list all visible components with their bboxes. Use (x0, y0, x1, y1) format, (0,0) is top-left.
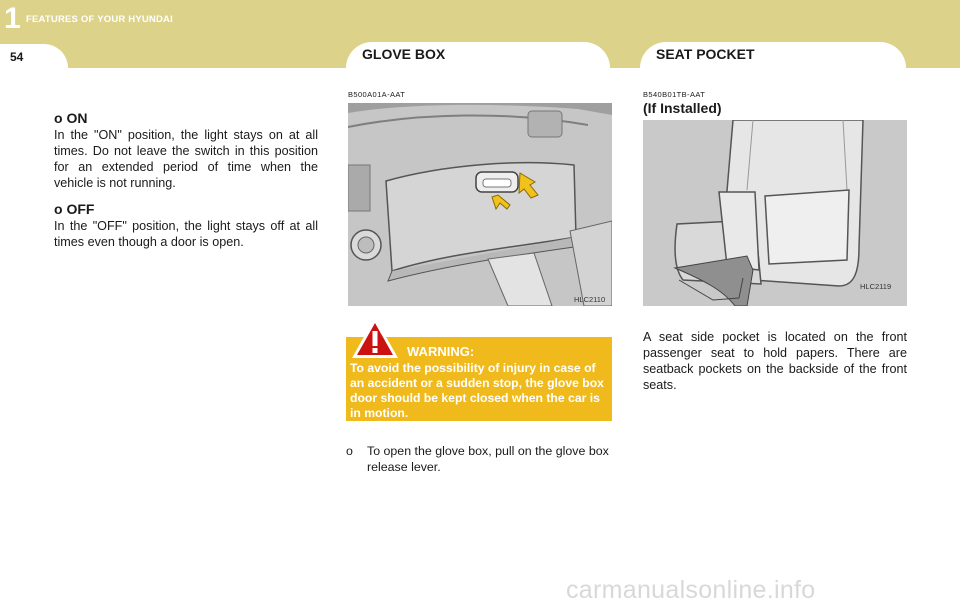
glove-box-tab (346, 42, 610, 68)
off-text: In the "OFF" position, the light stays off at all times even though a door is open. (54, 219, 318, 249)
off-heading: o OFF (54, 201, 95, 217)
watermark: carmanualsonline.info (566, 576, 816, 604)
warning-text: To avoid the possibility of injury in case of an accident or a sudden stop, the glove box door should be kept closed when the car is in motion. (350, 361, 604, 420)
seat-pocket-illustration (643, 120, 907, 306)
seat-pocket-code: B540B01TB-AAT (643, 90, 706, 99)
glove-box-code: B500A01A-AAT (348, 90, 406, 99)
glove-box-instruction-text: To open the glove box, pull on the glove box release lever. (367, 444, 609, 474)
seat-pocket-subtitle: (If Installed) (643, 100, 722, 116)
on-heading: o ON (54, 110, 88, 126)
seat-pocket-title: SEAT POCKET (656, 46, 755, 62)
page-number: 54 (10, 50, 24, 64)
seat-pocket-tab (640, 42, 906, 68)
glove-box-instruction (346, 443, 612, 475)
chapter-number: 1 (4, 2, 21, 35)
glove-box-illustration (348, 103, 612, 306)
warning-title: WARNING: (407, 344, 475, 359)
glove-box-figure-code: HLC2110 (574, 295, 606, 304)
seat-pocket-figure-code: HLC2119 (860, 282, 892, 291)
seat-pocket-text: A seat side pocket is located on the front passenger seat to hold papers. There are seatback pockets on the backside of the front seats. (643, 330, 907, 392)
glove-box-title: GLOVE BOX (362, 46, 446, 62)
on-text: In the "ON" position, the light stays on at all times. Do not leave the switch in this position for an extended period of time when the vehicle is not running. (54, 128, 318, 190)
bullet-marker: o (346, 444, 353, 458)
exclamation-triangle-icon (350, 315, 400, 359)
chapter-title: FEATURES OF YOUR HYUNDAI (26, 14, 173, 25)
seat-pocket-figure (643, 120, 907, 306)
glove-box-figure (348, 103, 612, 306)
